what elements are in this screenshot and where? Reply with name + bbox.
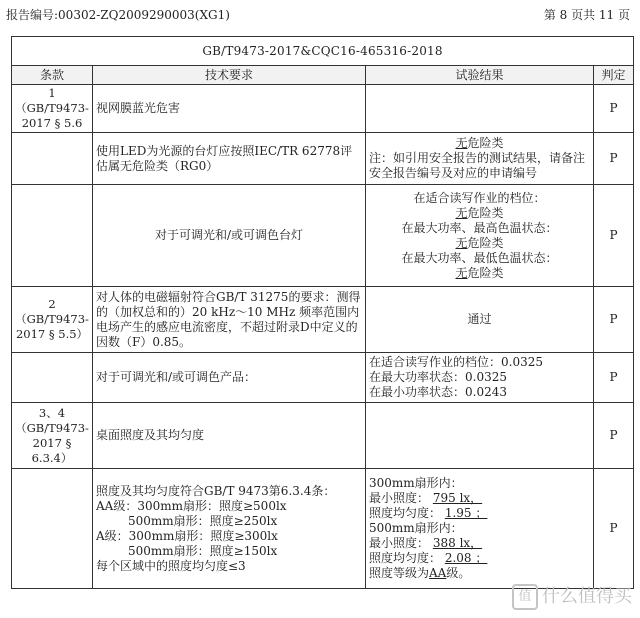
verdict-cell: P — [594, 353, 634, 403]
req-line: 照度及其均匀度符合GB/T 9473第6.3.4条： — [96, 483, 336, 498]
requirement-cell: 使用LED为光源的台灯应按照IEC/TR 62778评估属无危险类（RG0） — [93, 133, 366, 185]
table-row — [12, 353, 634, 403]
result-value: 388 lx， — [432, 536, 483, 550]
table-row — [12, 133, 634, 185]
req-line: 500mm扇形：照度≥250lx — [128, 513, 278, 528]
verdict-cell: P — [594, 185, 634, 287]
verdict-cell: P — [594, 85, 634, 133]
req-line: AA级：300mm扇形：照度≥500lx — [96, 498, 287, 513]
watermark-logo-icon: 值 — [512, 584, 538, 610]
result-line: 在最大功率、最低色温状态： — [401, 250, 558, 265]
clause-cell — [12, 185, 93, 287]
standard-title: GB/T9473-2017&CQC16-465316-2018 — [12, 37, 634, 66]
verdict-cell: P — [594, 133, 634, 185]
result-text: 危险类 — [467, 235, 504, 250]
result-cell: 通过 — [366, 287, 594, 353]
result-text: 级。 — [446, 566, 471, 580]
col-header-verdict: 判定 — [594, 66, 634, 85]
result-line: 在适合读写作业的档位：0.0325 — [369, 355, 543, 369]
result-value: 无 — [455, 235, 468, 250]
requirement-cell: 视网膜蓝光危害 — [93, 85, 366, 133]
clause-cell — [12, 469, 93, 589]
verdict-cell: P — [594, 469, 634, 589]
result-cell — [366, 133, 594, 185]
table-row — [12, 403, 634, 469]
table-row — [12, 469, 634, 589]
result-cell — [366, 185, 594, 287]
result-value: 1.95 ； — [444, 506, 488, 520]
result-cell — [366, 403, 594, 469]
result-line: 500mm扇形内： — [369, 521, 463, 535]
report-number: 报告编号:00302-ZQ2009290003(XG1) — [6, 8, 230, 22]
test-report-table — [11, 36, 634, 589]
column-header-row — [12, 66, 634, 85]
result-label: 最小照度： — [369, 491, 430, 505]
requirement-cell — [93, 469, 366, 589]
result-line: 在适合读写作业的档位： — [413, 190, 546, 205]
result-text: 危险类 — [467, 136, 504, 150]
result-text: 危险类 — [467, 265, 504, 280]
col-header-requirement: 技术要求 — [93, 66, 366, 85]
watermark — [512, 582, 632, 610]
requirement-cell: 对人体的电磁辐射符合GB/T 31275的要求：测得的（加权总和的）20 kHz～10 MHz 频率范围内电场产生的感应电流密度，不超过附录D中定义的因数（F）0.85。 — [93, 287, 366, 353]
requirement-cell: 对于可调光和/或可调色产品： — [93, 353, 366, 403]
result-value: 无 — [455, 136, 468, 150]
grade-value: AA — [429, 566, 447, 580]
clause-cell: 1（GB/T9473-2017 § 5.6 — [12, 85, 93, 133]
req-line: 500mm扇形：照度≥150lx — [128, 543, 278, 558]
result-line: 在最大功率状态：0.0325 — [369, 370, 507, 384]
result-cell — [366, 85, 594, 133]
result-text: 危险类 — [467, 205, 504, 220]
result-cell — [366, 469, 594, 589]
verdict-cell: P — [594, 403, 634, 469]
result-value: 2.08 ； — [444, 551, 488, 565]
result-label: 照度均匀度： — [369, 506, 442, 520]
result-line: 在最大功率、最高色温状态： — [401, 220, 558, 235]
result-line: 在最小功率状态：0.0243 — [369, 385, 507, 399]
result-line: 300mm扇形内： — [369, 476, 463, 490]
result-label: 照度等级为 — [369, 566, 430, 580]
page-info: 第 8 页共 11 页 — [543, 8, 630, 22]
verdict-cell: P — [594, 287, 634, 353]
result-label: 照度均匀度： — [369, 551, 442, 565]
result-value: 无 — [455, 265, 468, 280]
clause-cell — [12, 133, 93, 185]
clause-cell: 3、4（GB/T9473-2017 § 6.3.4） — [12, 403, 93, 469]
col-header-clause: 条款 — [12, 66, 93, 85]
table-row — [12, 185, 634, 287]
req-line: 每个区域中的照度均匀度≤3 — [96, 558, 246, 573]
watermark-text: 什么值得买 — [542, 586, 632, 607]
clause-cell: 2（GB/T9473-2017 § 5.5） — [12, 287, 93, 353]
result-note: 注：如引用安全报告的测试结果，请备注安全报告编号及对应的申请编号 — [369, 151, 586, 180]
table-row — [12, 287, 634, 353]
col-header-result: 试验结果 — [366, 66, 594, 85]
result-cell — [366, 353, 594, 403]
requirement-cell: 对于可调光和/或可调色台灯 — [93, 185, 366, 287]
clause-cell — [12, 353, 93, 403]
table-row — [12, 85, 634, 133]
requirement-cell: 桌面照度及其均匀度 — [93, 403, 366, 469]
result-label: 最小照度： — [369, 536, 430, 550]
result-value: 无 — [455, 205, 468, 220]
req-line: A级：300mm扇形：照度≥300lx — [96, 528, 278, 543]
result-value: 795 lx， — [432, 491, 483, 505]
